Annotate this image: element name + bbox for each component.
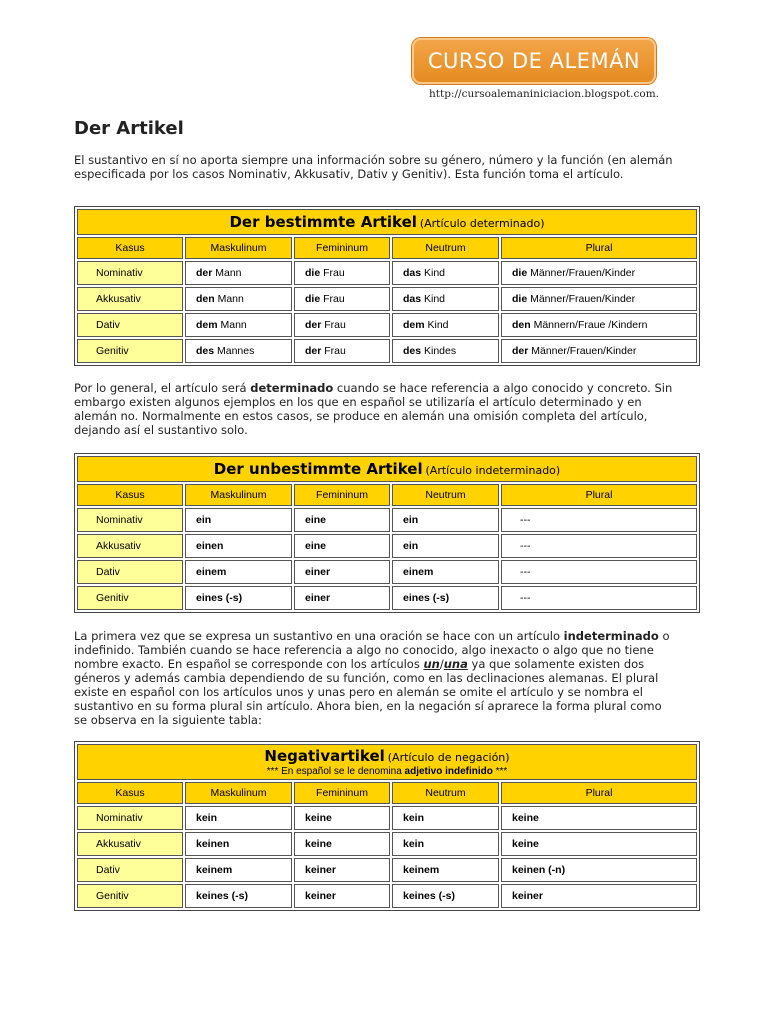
table-note: *** En español se le denomina adjetivo indefinido *** — [266, 765, 508, 777]
case-label: Akkusativ — [77, 534, 183, 558]
table-title: Negativartikel (Artículo de negación) *** En español se le denomina adjetivo indefinido *** — [77, 744, 697, 780]
table-cell: des Kindes — [392, 339, 499, 363]
table-cell: eine — [294, 534, 390, 558]
table-cell: dem Kind — [392, 313, 499, 337]
table-cell: keinem — [185, 858, 292, 882]
table-cell: ein — [392, 508, 499, 532]
table-cell: der Männer/Frauen/Kinder — [501, 339, 697, 363]
table-cell: einer — [294, 560, 390, 584]
table-cell: keine — [501, 806, 697, 830]
table-cell: keinen — [185, 832, 292, 856]
page-title: Der Artikel — [74, 118, 184, 139]
case-label: Dativ — [77, 858, 183, 882]
table-cell: kein — [185, 806, 292, 830]
table-cell: dem Mann — [185, 313, 292, 337]
header-maskulinum: Maskulinum — [185, 484, 292, 506]
table-cell: keine — [501, 832, 697, 856]
table-cell: --- — [501, 534, 697, 558]
header-plural: Plural — [501, 484, 697, 506]
table-cell: keiner — [501, 884, 697, 908]
table-row — [77, 313, 697, 337]
table-row — [77, 339, 697, 363]
intro-paragraph: El sustantivo en sí no aporta siempre una información sobre su género, número y la función (en alemán especificada por los casos Nominativ, Akkusativ, Dativ y Genitiv). Esta función toma el artículo. — [74, 153, 673, 181]
indefinite-article-table — [74, 453, 700, 613]
header-neutrum: Neutrum — [392, 484, 499, 506]
table-row — [77, 508, 697, 532]
table-cell: einer — [294, 586, 390, 610]
table-title: Der bestimmte Artikel (Artículo determinado) — [77, 209, 697, 235]
table-cell: ein — [185, 508, 292, 532]
header-kasus: Kasus — [77, 782, 183, 804]
table-cell: die Männer/Frauen/Kinder — [501, 261, 697, 285]
table-cell: keine — [294, 832, 390, 856]
table-cell: die Frau — [294, 287, 390, 311]
case-label: Genitiv — [77, 586, 183, 610]
table-cell: kein — [392, 806, 499, 830]
table-cell: kein — [392, 832, 499, 856]
definite-explanation-paragraph: Por lo general, el artículo será determinado cuando se hace referencia a algo conocido y concreto. Sin embargo existen algunos ejemplos en los que en español se utilizaría el artículo determinado y en alemán no. Normalmente en estos casos, se produce en alemán una omisión completa del artículo, dejando así el sustantivo solo. — [74, 381, 673, 437]
table-cell: ein — [392, 534, 499, 558]
header-plural: Plural — [501, 782, 697, 804]
table-cell: der Frau — [294, 339, 390, 363]
table-header-row — [77, 237, 697, 259]
case-label: Akkusativ — [77, 287, 183, 311]
table-cell: keines (-s) — [392, 884, 499, 908]
header-neutrum: Neutrum — [392, 782, 499, 804]
header-kasus: Kasus — [77, 237, 183, 259]
case-label: Dativ — [77, 560, 183, 584]
case-label: Akkusativ — [77, 832, 183, 856]
case-label: Nominativ — [77, 806, 183, 830]
table-cell: des Mannes — [185, 339, 292, 363]
table-cell: den Männern/Fraue /Kindern — [501, 313, 697, 337]
table-row — [77, 858, 697, 882]
table-cell: keinem — [392, 858, 499, 882]
table-cell: keiner — [294, 884, 390, 908]
table-cell: die Männer/Frauen/Kinder — [501, 287, 697, 311]
site-logo: CURSO DE ALEMÁN — [412, 38, 656, 84]
header-maskulinum: Maskulinum — [185, 237, 292, 259]
table-cell: --- — [501, 560, 697, 584]
negative-article-table — [74, 741, 700, 911]
blog-url-link[interactable]: http://cursoalemaniniciacion.blogspot.com. — [429, 88, 659, 100]
case-label: Nominativ — [77, 508, 183, 532]
table-row — [77, 287, 697, 311]
table-title: Der unbestimmte Artikel (Artículo indeterminado) — [77, 456, 697, 482]
table-cell: keines (-s) — [185, 884, 292, 908]
table-row — [77, 884, 697, 908]
definite-article-table — [74, 206, 700, 366]
table-header-row — [77, 484, 697, 506]
indefinite-explanation-paragraph: La primera vez que se expresa un sustantivo en una oración se hace con un artículo indeterminado o indefinido. También cuando se hace referencia a algo no conocido, algo inexacto o algo que no tiene nombre exacto. En español se corresponde con los artículos un/una ya que solamente existen dos géneros y además cambia dependiendo de su función, como en las declinaciones alemanas. El plural existe en español con los artículos unos y unas pero en alemán se omite el artículo y se nombra el sustantivo en su forma plural sin artículo. Ahora bien, en la negación sí aprarece la forma plural como se observa en la siguiente tabla: — [74, 629, 670, 727]
header-maskulinum: Maskulinum — [185, 782, 292, 804]
table-row — [77, 560, 697, 584]
table-cell: das Kind — [392, 287, 499, 311]
table-cell: der Mann — [185, 261, 292, 285]
header-femininum: Femininum — [294, 484, 390, 506]
case-label: Genitiv — [77, 339, 183, 363]
case-label: Genitiv — [77, 884, 183, 908]
case-label: Nominativ — [77, 261, 183, 285]
table-cell: der Frau — [294, 313, 390, 337]
table-cell: das Kind — [392, 261, 499, 285]
table-cell: die Frau — [294, 261, 390, 285]
table-cell: einem — [392, 560, 499, 584]
table-cell: keine — [294, 806, 390, 830]
header-kasus: Kasus — [77, 484, 183, 506]
header-femininum: Femininum — [294, 782, 390, 804]
table-row — [77, 534, 697, 558]
case-label: Dativ — [77, 313, 183, 337]
table-header-row — [77, 782, 697, 804]
table-cell: einen — [185, 534, 292, 558]
table-cell: eines (-s) — [392, 586, 499, 610]
table-cell: einem — [185, 560, 292, 584]
table-cell: keinen (-n) — [501, 858, 697, 882]
table-row — [77, 832, 697, 856]
header-neutrum: Neutrum — [392, 237, 499, 259]
table-row — [77, 806, 697, 830]
table-cell: --- — [501, 586, 697, 610]
table-cell: --- — [501, 508, 697, 532]
table-cell: eines (-s) — [185, 586, 292, 610]
table-cell: keiner — [294, 858, 390, 882]
table-row — [77, 261, 697, 285]
table-cell: den Mann — [185, 287, 292, 311]
table-cell: eine — [294, 508, 390, 532]
table-row — [77, 586, 697, 610]
header-femininum: Femininum — [294, 237, 390, 259]
header-plural: Plural — [501, 237, 697, 259]
